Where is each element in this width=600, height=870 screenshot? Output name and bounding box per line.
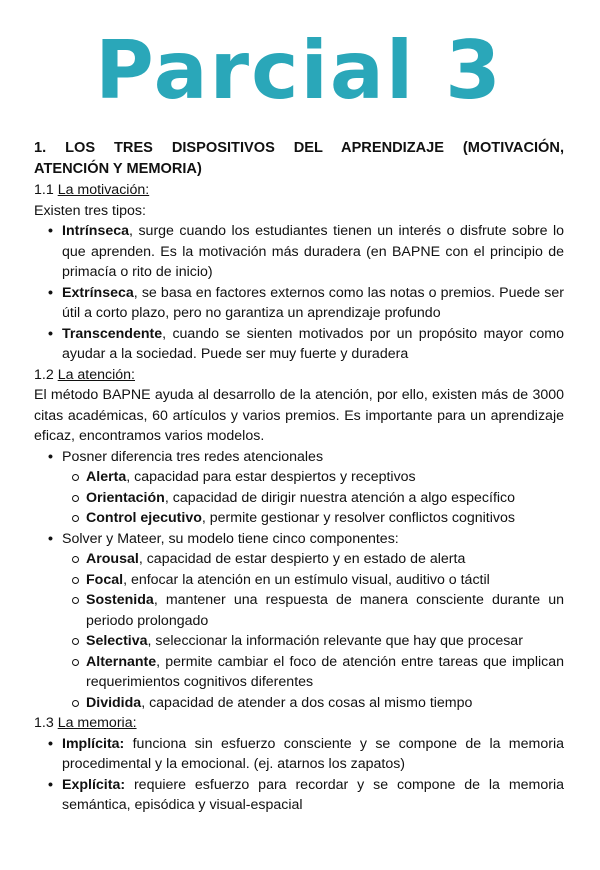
definition: , mantener una respuesta de manera consciente durante un periodo prolongado [86, 592, 564, 629]
subsection-number: 1.3 [34, 715, 54, 731]
paragraph: El método BAPNE ayuda al desarrollo de la atención, por ello, existen más de 3000 citas académicas, 60 artículos y varios premios. Es importante para un aprendizaje eficaz, encontramos varios modelos. [34, 387, 564, 444]
term: Focal [86, 571, 124, 588]
term: Control ejecutivo [86, 510, 202, 526]
definition: , capacidad de atender a dos cosas al mismo tiempo [141, 694, 473, 711]
subsection-atencion [34, 365, 564, 386]
definition: , seleccionar la información relevante que hay que procesar [147, 633, 523, 649]
term: Implícita: [62, 735, 125, 752]
definition: , capacidad de dirigir nuestra atención a algo específico [164, 489, 516, 506]
term: Transcendente [62, 325, 163, 342]
list-item [34, 590, 564, 631]
list-item [34, 324, 564, 365]
definition: requiere esfuerzo para recordar y se compone de la memoria semántica, episódica y visual-espacial [62, 776, 564, 813]
subsection-title: La memoria: [57, 715, 137, 731]
posner-list [34, 467, 564, 529]
list-item [34, 631, 564, 652]
term: Alternante [86, 653, 157, 670]
term: Arousal [86, 551, 139, 567]
term: Dividida [86, 694, 142, 711]
model-solver: Solver y Mateer, su modelo tiene cinco componentes: [62, 530, 399, 547]
paragraph: Existen tres tipos: [34, 202, 146, 219]
list-item [34, 652, 564, 693]
list-item [34, 775, 564, 816]
list-item [34, 693, 564, 714]
list-item [34, 549, 564, 570]
list-item [34, 570, 564, 591]
subsection-memoria [34, 713, 564, 734]
list-item [34, 221, 564, 283]
definition: , capacidad de estar despierto y en estado de alerta [138, 551, 466, 567]
definition: , capacidad para estar despiertos y receptivos [126, 469, 416, 485]
subsection-motivacion [34, 180, 564, 201]
definition: , surge cuando los estudiantes tienen un interés o disfrute sobre lo que aprenden. Es la motivación más duradera (en BAPNE con el principio de primacía o rito de inicio) [62, 223, 564, 280]
subsection-number: 1.2 [34, 366, 54, 383]
page-title: Parcial 3 [95, 24, 503, 117]
list-item [34, 734, 564, 775]
definition: , se basa en factores externos como las notas o premios. Puede ser útil a corto plazo, pero no garantiza un aprendizaje profundo [62, 284, 564, 321]
list-item [34, 488, 564, 509]
attention-models-list [34, 447, 564, 468]
definition: , permite cambiar el foco de atención entre tareas que implican requerimientos cognitivos diferentes [86, 653, 564, 690]
heading-line-1: 1. LOS TRES DISPOSITIVOS DEL APRENDIZAJE (MOTIVACIÓN, [34, 140, 564, 156]
attention-models-list [34, 529, 564, 550]
document-page [0, 22, 600, 870]
term: Extrínseca [62, 284, 134, 301]
memory-list [34, 734, 564, 816]
subsection-title: La atención: [57, 366, 135, 383]
definition: , cuando se sienten motivados por un propósito mayor como ayudar a la sociedad. Puede ser muy fuerte y duradera [62, 325, 564, 362]
term: Orientación [86, 489, 165, 506]
list-item [34, 283, 564, 324]
term: Intrínseca [62, 223, 130, 239]
list-item [34, 508, 564, 529]
solver-list [34, 549, 564, 713]
list-item [34, 447, 564, 468]
definition: , permite gestionar y resolver conflictos cognitivos [201, 510, 515, 526]
term: Selectiva [86, 633, 148, 649]
list-item [34, 529, 564, 550]
heading-line-2: ATENCIÓN Y MEMORIA) [34, 161, 202, 177]
subsection-number: 1.1 [34, 182, 54, 198]
term: Explícita: [62, 776, 126, 793]
subsection-title: La motivación: [57, 182, 150, 198]
definition: , enfocar la atención en un estímulo visual, auditivo o táctil [123, 571, 490, 588]
term: Alerta [86, 469, 127, 485]
model-posner: Posner diferencia tres redes atencionales [62, 448, 324, 465]
term: Sostenida [86, 592, 154, 608]
motivation-list [34, 221, 564, 365]
section-heading [34, 138, 564, 180]
definition: funciona sin esfuerzo consciente y se compone de la memoria procedimental y la emocional. (ej. atarnos los zapatos) [62, 735, 564, 772]
list-item [34, 467, 564, 488]
